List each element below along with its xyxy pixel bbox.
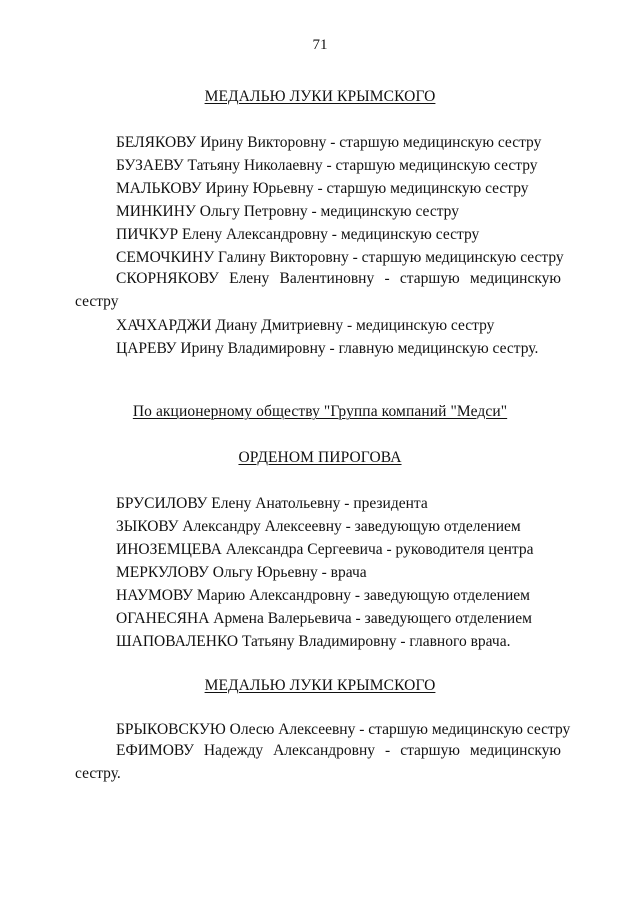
award-entry: БРУСИЛОВУ Елену Анатольевну - президента [116,495,428,512]
section-heading-text: МЕДАЛЬЮ ЛУКИ КРЫМСКОГО [204,88,436,105]
section-heading-order-pirogov [0,449,640,467]
award-entry: МИНКИНУ Ольгу Петровну - медицинскую сестру [116,203,459,220]
award-entry: МЕРКУЛОВУ Ольгу Юрьевну - врача [116,564,367,581]
page-number: 71 [312,37,328,53]
award-entry: ХАЧХАРДЖИ Диану Дмитриевну - медицинскую сестру [116,317,495,334]
award-entry: БУЗАЕВУ Татьяну Николаевну - старшую медицинскую сестру [116,157,538,174]
award-entry: ОГАНЕСЯНА Армена Валерьевича - заведующего отделением [116,610,532,627]
award-entry: БРЫКОВСКУЮ Олесю Алексеевну - старшую медицинскую сестру [116,721,571,738]
award-entry-wrapped: ЕФИМОВУ Надежду Александровну - старшую медицинскую сестру. [75,742,561,782]
award-entry: ЗЫКОВУ Александру Алексеевну - заведующую отделением [116,518,521,535]
award-entry: НАУМОВУ Марию Александровну - заведующую отделением [116,587,530,604]
organization-heading [0,403,640,421]
award-entry: ПИЧКУР Елену Александровну - медицинскую сестру [116,226,480,243]
section-heading-medal-luke-1 [0,88,640,106]
section-heading-medal-luke-2 [0,677,640,695]
award-entry: ЦАРЕВУ Ирину Владимировну - главную медицинскую сестру. [116,340,539,357]
award-entry: БЕЛЯКОВУ Ирину Викторовну - старшую медицинскую сестру [116,134,542,151]
section-heading-text: ОРДЕНОМ ПИРОГОВА [238,449,402,466]
section-heading-text: МЕДАЛЬЮ ЛУКИ КРЫМСКОГО [204,677,436,694]
award-entry: ИНОЗЕМЦЕВА Александра Сергеевича - руководителя центра [116,541,534,558]
organization-heading-text: По акционерному обществу "Группа компаний "Медси" [132,403,508,420]
award-entry: ШАПОВАЛЕНКО Татьяну Владимировну - главного врача. [116,633,511,650]
award-entry: МАЛЬКОВУ Ирину Юрьевну - старшую медицинскую сестру [116,180,529,197]
award-entry-wrapped: СКОРНЯКОВУ Елену Валентиновну - старшую медицинскую сестру [75,270,561,310]
award-entry: СЕМОЧКИНУ Галину Викторовну - старшую медицинскую сестру [116,249,564,266]
